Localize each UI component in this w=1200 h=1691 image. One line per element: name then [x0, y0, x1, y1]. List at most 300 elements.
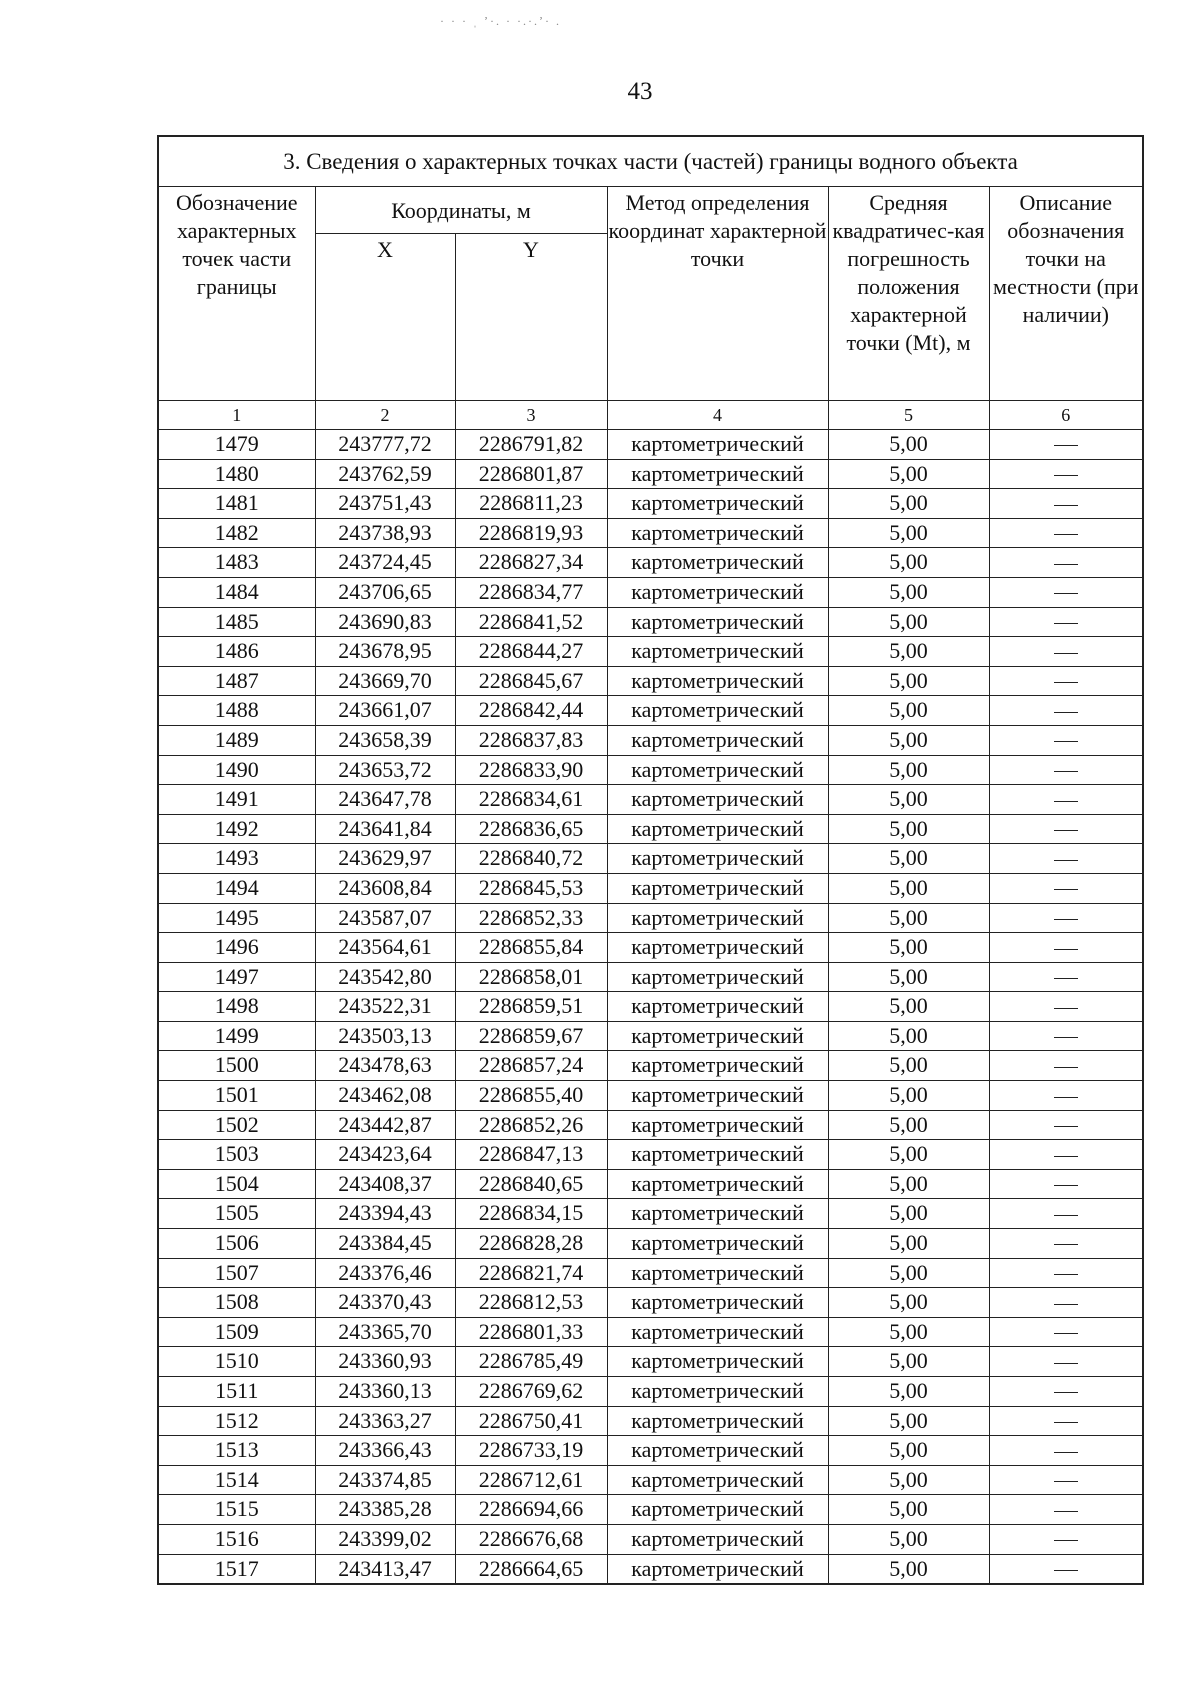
table-row [158, 1169, 1143, 1199]
error-cell: 5,00 [828, 1229, 989, 1259]
header-error: Средняя квадратичес-кая погрешность положения характерной точки (Mt), м [828, 187, 989, 401]
table-row [158, 844, 1143, 874]
description-cell [989, 1051, 1143, 1081]
method-cell: картометрический [607, 1406, 828, 1436]
method-cell: картометрический [607, 577, 828, 607]
x-coordinate-cell: 243641,84 [315, 814, 455, 844]
method-cell: картометрический [607, 607, 828, 637]
method-cell: картометрический [607, 844, 828, 874]
x-coordinate-cell: 243478,63 [315, 1051, 455, 1081]
description-cell [989, 489, 1143, 519]
x-coordinate-cell: 243738,93 [315, 518, 455, 548]
error-cell: 5,00 [828, 1495, 989, 1525]
error-cell: 5,00 [828, 696, 989, 726]
method-cell: картометрический [607, 873, 828, 903]
error-cell: 5,00 [828, 992, 989, 1022]
method-cell: картометрический [607, 1021, 828, 1051]
error-cell: 5,00 [828, 844, 989, 874]
x-coordinate-cell: 243542,80 [315, 962, 455, 992]
x-coordinate-cell: 243384,45 [315, 1229, 455, 1259]
y-coordinate-cell: 2286821,74 [455, 1258, 607, 1288]
column-number: 6 [989, 401, 1143, 430]
method-cell: картометрический [607, 430, 828, 460]
point-number-cell: 1497 [158, 962, 315, 992]
x-coordinate-cell: 243374,85 [315, 1465, 455, 1495]
x-coordinate-cell: 243363,27 [315, 1406, 455, 1436]
y-coordinate-cell: 2286750,41 [455, 1406, 607, 1436]
method-cell: картометрический [607, 755, 828, 785]
description-cell [989, 1377, 1143, 1407]
dash-mark [1054, 830, 1078, 831]
method-cell: картометрический [607, 1258, 828, 1288]
description-cell [989, 903, 1143, 933]
error-cell: 5,00 [828, 1288, 989, 1318]
table-row [158, 785, 1143, 815]
y-coordinate-cell: 2286855,84 [455, 933, 607, 963]
description-cell [989, 1169, 1143, 1199]
y-coordinate-cell: 2286857,24 [455, 1051, 607, 1081]
dash-mark [1054, 1304, 1078, 1305]
y-coordinate-cell: 2286837,83 [455, 725, 607, 755]
point-number-cell: 1503 [158, 1140, 315, 1170]
error-cell: 5,00 [828, 1524, 989, 1554]
y-coordinate-cell: 2286834,15 [455, 1199, 607, 1229]
method-cell: картометрический [607, 518, 828, 548]
x-coordinate-cell: 243706,65 [315, 577, 455, 607]
description-cell [989, 1465, 1143, 1495]
y-coordinate-cell: 2286859,67 [455, 1021, 607, 1051]
table-row [158, 1495, 1143, 1525]
x-coordinate-cell: 243394,43 [315, 1199, 455, 1229]
x-coordinate-cell: 243360,13 [315, 1377, 455, 1407]
method-cell: картометрический [607, 1051, 828, 1081]
method-cell: картометрический [607, 1081, 828, 1111]
y-coordinate-cell: 2286840,72 [455, 844, 607, 874]
point-number-cell: 1513 [158, 1436, 315, 1466]
description-cell [989, 666, 1143, 696]
method-cell: картометрический [607, 814, 828, 844]
x-coordinate-cell: 243629,97 [315, 844, 455, 874]
point-number-cell: 1492 [158, 814, 315, 844]
y-coordinate-cell: 2286694,66 [455, 1495, 607, 1525]
table-title: 3. Сведения о характерных точках части (частей) границы водного объекта [158, 136, 1143, 187]
error-cell: 5,00 [828, 430, 989, 460]
point-number-cell: 1483 [158, 548, 315, 578]
description-cell [989, 1140, 1143, 1170]
description-cell [989, 755, 1143, 785]
description-cell [989, 1347, 1143, 1377]
method-cell: картометрический [607, 992, 828, 1022]
x-coordinate-cell: 243360,93 [315, 1347, 455, 1377]
dash-mark [1054, 1185, 1078, 1186]
description-cell [989, 577, 1143, 607]
y-coordinate-cell: 2286676,68 [455, 1524, 607, 1554]
description-cell [989, 814, 1143, 844]
dash-mark [1054, 949, 1078, 950]
point-number-cell: 1498 [158, 992, 315, 1022]
point-number-cell: 1481 [158, 489, 315, 519]
y-coordinate-cell: 2286859,51 [455, 992, 607, 1022]
table-row [158, 666, 1143, 696]
page-number: 43 [627, 78, 653, 105]
x-coordinate-cell: 243690,83 [315, 607, 455, 637]
x-coordinate-cell: 243608,84 [315, 873, 455, 903]
table-row [158, 548, 1143, 578]
dash-mark [1054, 1244, 1078, 1245]
method-cell: картометрический [607, 1229, 828, 1259]
x-coordinate-cell: 243647,78 [315, 785, 455, 815]
table-row [158, 1406, 1143, 1436]
x-coordinate-cell: 243503,13 [315, 1021, 455, 1051]
column-number: 2 [315, 401, 455, 430]
point-number-cell: 1500 [158, 1051, 315, 1081]
method-cell: картометрический [607, 1288, 828, 1318]
point-number-cell: 1491 [158, 785, 315, 815]
description-cell [989, 725, 1143, 755]
description-cell [989, 1554, 1143, 1584]
table-row [158, 992, 1143, 1022]
method-cell: картометрический [607, 1377, 828, 1407]
method-cell: картометрический [607, 903, 828, 933]
description-cell [989, 844, 1143, 874]
error-cell: 5,00 [828, 1317, 989, 1347]
point-number-cell: 1486 [158, 637, 315, 667]
method-cell: картометрический [607, 637, 828, 667]
x-coordinate-cell: 243669,70 [315, 666, 455, 696]
header-y: Y [455, 234, 607, 401]
point-number-cell: 1482 [158, 518, 315, 548]
y-coordinate-cell: 2286801,33 [455, 1317, 607, 1347]
error-cell: 5,00 [828, 637, 989, 667]
x-coordinate-cell: 243365,70 [315, 1317, 455, 1347]
point-number-cell: 1517 [158, 1554, 315, 1584]
table-row [158, 1377, 1143, 1407]
method-cell: картометрический [607, 1495, 828, 1525]
y-coordinate-cell: 2286842,44 [455, 696, 607, 726]
y-coordinate-cell: 2286836,65 [455, 814, 607, 844]
point-number-cell: 1495 [158, 903, 315, 933]
table-row [158, 607, 1143, 637]
table-row [158, 903, 1143, 933]
error-cell: 5,00 [828, 933, 989, 963]
description-cell [989, 607, 1143, 637]
description-cell [989, 1199, 1143, 1229]
x-coordinate-cell: 243653,72 [315, 755, 455, 785]
column-number: 3 [455, 401, 607, 430]
point-number-cell: 1487 [158, 666, 315, 696]
dash-mark [1054, 919, 1078, 920]
dash-mark [1054, 505, 1078, 506]
point-number-cell: 1499 [158, 1021, 315, 1051]
error-cell: 5,00 [828, 666, 989, 696]
dash-mark [1054, 801, 1078, 802]
error-cell: 5,00 [828, 1465, 989, 1495]
table-row [158, 1524, 1143, 1554]
point-number-cell: 1493 [158, 844, 315, 874]
y-coordinate-cell: 2286852,33 [455, 903, 607, 933]
table-row [158, 814, 1143, 844]
table-row [158, 1288, 1143, 1318]
column-number: 5 [828, 401, 989, 430]
x-coordinate-cell: 243442,87 [315, 1110, 455, 1140]
description-cell [989, 873, 1143, 903]
x-coordinate-cell: 243366,43 [315, 1436, 455, 1466]
y-coordinate-cell: 2286801,87 [455, 459, 607, 489]
y-coordinate-cell: 2286712,61 [455, 1465, 607, 1495]
y-coordinate-cell: 2286841,52 [455, 607, 607, 637]
method-cell: картометрический [607, 489, 828, 519]
method-cell: картометрический [607, 962, 828, 992]
header-method: Метод определения координат характерной точки [607, 187, 828, 401]
dash-mark [1054, 771, 1078, 772]
table-row [158, 962, 1143, 992]
error-cell: 5,00 [828, 725, 989, 755]
y-coordinate-cell: 2286785,49 [455, 1347, 607, 1377]
point-number-cell: 1508 [158, 1288, 315, 1318]
method-cell: картометрический [607, 459, 828, 489]
y-coordinate-cell: 2286834,61 [455, 785, 607, 815]
method-cell: картометрический [607, 1347, 828, 1377]
error-cell: 5,00 [828, 1554, 989, 1584]
description-cell [989, 696, 1143, 726]
point-number-cell: 1490 [158, 755, 315, 785]
dash-mark [1054, 1097, 1078, 1098]
error-cell: 5,00 [828, 1110, 989, 1140]
table-row [158, 1436, 1143, 1466]
table-row [158, 1021, 1143, 1051]
dash-mark [1054, 1037, 1078, 1038]
error-cell: 5,00 [828, 1436, 989, 1466]
method-cell: картометрический [607, 1465, 828, 1495]
table-row [158, 1317, 1143, 1347]
x-coordinate-cell: 243658,39 [315, 725, 455, 755]
error-cell: 5,00 [828, 785, 989, 815]
table-row [158, 577, 1143, 607]
method-cell: картометрический [607, 666, 828, 696]
description-cell [989, 1258, 1143, 1288]
point-number-cell: 1510 [158, 1347, 315, 1377]
x-coordinate-cell: 243564,61 [315, 933, 455, 963]
y-coordinate-cell: 2286812,53 [455, 1288, 607, 1318]
dash-mark [1054, 682, 1078, 683]
y-coordinate-cell: 2286664,65 [455, 1554, 607, 1584]
error-cell: 5,00 [828, 548, 989, 578]
x-coordinate-cell: 243522,31 [315, 992, 455, 1022]
point-number-cell: 1485 [158, 607, 315, 637]
error-cell: 5,00 [828, 1347, 989, 1377]
dash-mark [1054, 1511, 1078, 1512]
description-cell [989, 992, 1143, 1022]
error-cell: 5,00 [828, 577, 989, 607]
x-coordinate-cell: 243370,43 [315, 1288, 455, 1318]
table-row [158, 725, 1143, 755]
column-number: 1 [158, 401, 315, 430]
y-coordinate-cell: 2286819,93 [455, 518, 607, 548]
dash-mark [1054, 1452, 1078, 1453]
header-coordinates: Координаты, м [315, 187, 607, 234]
table-row [158, 518, 1143, 548]
table-row [158, 873, 1143, 903]
description-cell [989, 430, 1143, 460]
dash-mark [1054, 1156, 1078, 1157]
description-cell [989, 637, 1143, 667]
error-cell: 5,00 [828, 459, 989, 489]
dash-mark [1054, 593, 1078, 594]
dash-mark [1054, 1540, 1078, 1541]
point-number-cell: 1512 [158, 1406, 315, 1436]
x-coordinate-cell: 243762,59 [315, 459, 455, 489]
description-cell [989, 1495, 1143, 1525]
dash-mark [1054, 445, 1078, 446]
dash-mark [1054, 1067, 1078, 1068]
error-cell: 5,00 [828, 1377, 989, 1407]
y-coordinate-cell: 2286733,19 [455, 1436, 607, 1466]
error-cell: 5,00 [828, 518, 989, 548]
description-cell [989, 1110, 1143, 1140]
point-number-cell: 1511 [158, 1377, 315, 1407]
table-row [158, 755, 1143, 785]
table-row [158, 1258, 1143, 1288]
x-coordinate-cell: 243462,08 [315, 1081, 455, 1111]
method-cell: картометрический [607, 1199, 828, 1229]
table-body [158, 430, 1143, 1585]
point-number-cell: 1501 [158, 1081, 315, 1111]
dash-mark [1054, 1363, 1078, 1364]
x-coordinate-cell: 243777,72 [315, 430, 455, 460]
dash-mark [1054, 889, 1078, 890]
description-cell [989, 1524, 1143, 1554]
dash-mark [1054, 978, 1078, 979]
error-cell: 5,00 [828, 1199, 989, 1229]
dash-mark [1054, 860, 1078, 861]
x-coordinate-cell: 243587,07 [315, 903, 455, 933]
error-cell: 5,00 [828, 1169, 989, 1199]
x-coordinate-cell: 243385,28 [315, 1495, 455, 1525]
y-coordinate-cell: 2286769,62 [455, 1377, 607, 1407]
table-row [158, 1347, 1143, 1377]
point-number-cell: 1489 [158, 725, 315, 755]
point-number-cell: 1515 [158, 1495, 315, 1525]
y-coordinate-cell: 2286840,65 [455, 1169, 607, 1199]
description-cell [989, 1317, 1143, 1347]
dash-mark [1054, 623, 1078, 624]
point-number-cell: 1516 [158, 1524, 315, 1554]
error-cell: 5,00 [828, 1081, 989, 1111]
method-cell: картометрический [607, 1110, 828, 1140]
method-cell: картометрический [607, 785, 828, 815]
x-coordinate-cell: 243376,46 [315, 1258, 455, 1288]
description-cell [989, 518, 1143, 548]
dash-mark [1054, 1274, 1078, 1275]
table-row [158, 1465, 1143, 1495]
dash-mark [1054, 534, 1078, 535]
dash-mark [1054, 1570, 1078, 1571]
table-row [158, 933, 1143, 963]
description-cell [989, 1081, 1143, 1111]
y-coordinate-cell: 2286852,26 [455, 1110, 607, 1140]
dash-mark [1054, 564, 1078, 565]
point-number-cell: 1488 [158, 696, 315, 726]
dash-mark [1054, 1215, 1078, 1216]
x-coordinate-cell: 243413,47 [315, 1554, 455, 1584]
dash-mark [1054, 1333, 1078, 1334]
x-coordinate-cell: 243661,07 [315, 696, 455, 726]
boundary-points-table [157, 135, 1144, 1585]
dash-mark [1054, 1392, 1078, 1393]
error-cell: 5,00 [828, 962, 989, 992]
header-description: Описание обозначения точки на местности (при наличии) [989, 187, 1143, 401]
y-coordinate-cell: 2286847,13 [455, 1140, 607, 1170]
table-row [158, 1051, 1143, 1081]
x-coordinate-cell: 243751,43 [315, 489, 455, 519]
description-cell [989, 548, 1143, 578]
point-number-cell: 1509 [158, 1317, 315, 1347]
error-cell: 5,00 [828, 1258, 989, 1288]
method-cell: картометрический [607, 696, 828, 726]
method-cell: картометрический [607, 1436, 828, 1466]
y-coordinate-cell: 2286811,23 [455, 489, 607, 519]
table-row [158, 430, 1143, 460]
method-cell: картометрический [607, 548, 828, 578]
y-coordinate-cell: 2286845,67 [455, 666, 607, 696]
y-coordinate-cell: 2286827,34 [455, 548, 607, 578]
description-cell [989, 785, 1143, 815]
point-number-cell: 1479 [158, 430, 315, 460]
point-number-cell: 1494 [158, 873, 315, 903]
method-cell: картометрический [607, 1554, 828, 1584]
point-number-cell: 1496 [158, 933, 315, 963]
dash-mark [1054, 653, 1078, 654]
description-cell [989, 459, 1143, 489]
y-coordinate-cell: 2286845,53 [455, 873, 607, 903]
dash-mark [1054, 1008, 1078, 1009]
description-cell [989, 1436, 1143, 1466]
description-cell [989, 1288, 1143, 1318]
dash-mark [1054, 1422, 1078, 1423]
method-cell: картометрический [607, 933, 828, 963]
x-coordinate-cell: 243399,02 [315, 1524, 455, 1554]
table-row [158, 1554, 1143, 1584]
y-coordinate-cell: 2286858,01 [455, 962, 607, 992]
y-coordinate-cell: 2286828,28 [455, 1229, 607, 1259]
description-cell [989, 933, 1143, 963]
table-row [158, 637, 1143, 667]
dash-mark [1054, 475, 1078, 476]
error-cell: 5,00 [828, 903, 989, 933]
table-row [158, 1110, 1143, 1140]
method-cell: картометрический [607, 1317, 828, 1347]
table-row [158, 1199, 1143, 1229]
table-row [158, 459, 1143, 489]
method-cell: картометрический [607, 1524, 828, 1554]
dash-mark [1054, 741, 1078, 742]
error-cell: 5,00 [828, 607, 989, 637]
point-number-cell: 1502 [158, 1110, 315, 1140]
description-cell [989, 962, 1143, 992]
x-coordinate-cell: 243423,64 [315, 1140, 455, 1170]
x-coordinate-cell: 243724,45 [315, 548, 455, 578]
error-cell: 5,00 [828, 755, 989, 785]
y-coordinate-cell: 2286834,77 [455, 577, 607, 607]
table-row [158, 696, 1143, 726]
dash-mark [1054, 712, 1078, 713]
point-number-cell: 1484 [158, 577, 315, 607]
y-coordinate-cell: 2286844,27 [455, 637, 607, 667]
header-designation: Обозначение характерных точек части границы [158, 187, 315, 401]
description-cell [989, 1021, 1143, 1051]
error-cell: 5,00 [828, 1140, 989, 1170]
point-number-cell: 1480 [158, 459, 315, 489]
